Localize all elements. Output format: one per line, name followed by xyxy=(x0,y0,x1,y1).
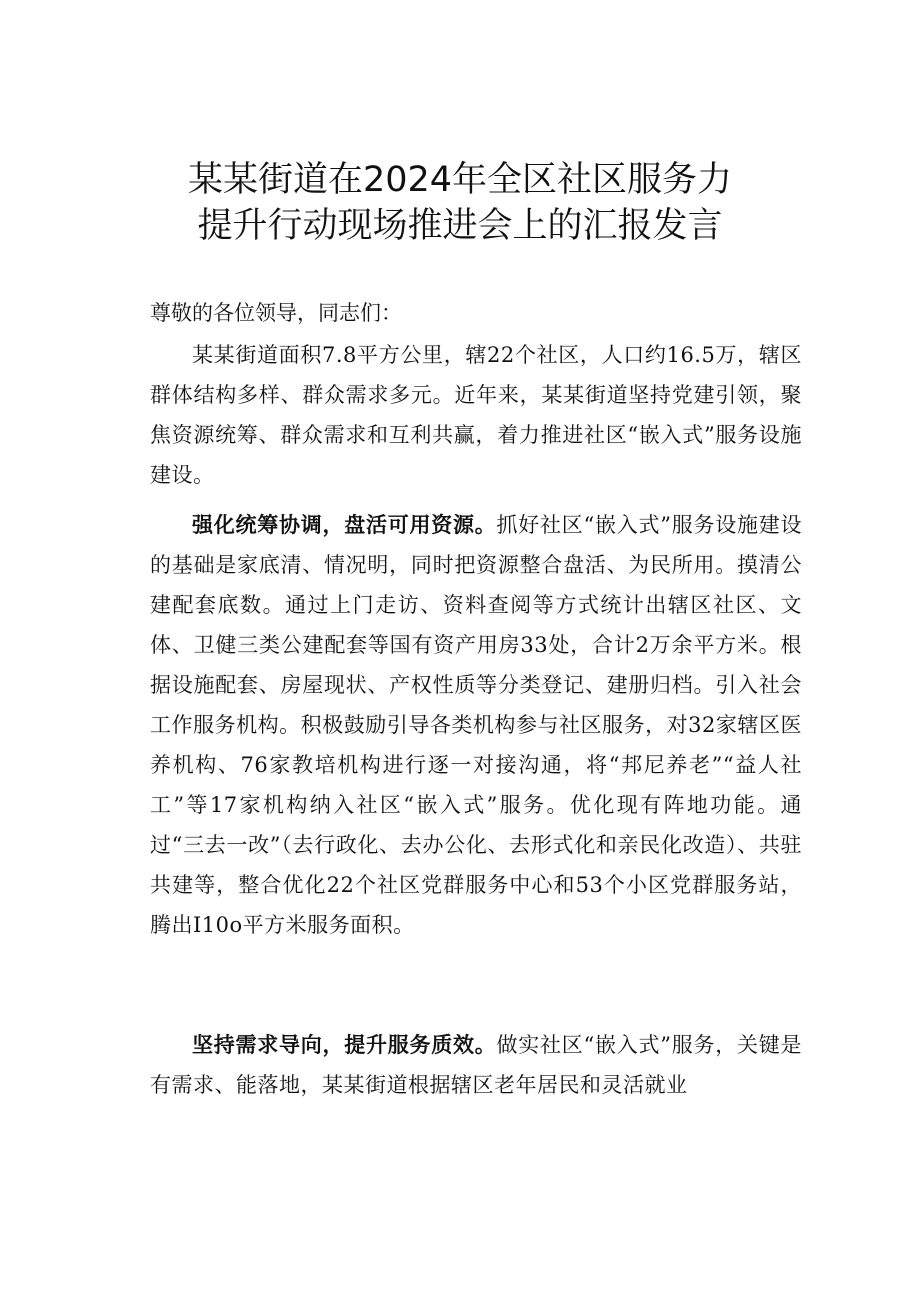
paragraph-intro xyxy=(150,335,802,495)
document-title xyxy=(120,157,800,249)
paragraph-lead-heading: 强化统筹协调，盘活可用资源。 xyxy=(192,513,497,537)
paragraph-demand xyxy=(150,1025,802,1105)
paragraph-lead-heading: 坚持需求导向，提升服务质效。 xyxy=(192,1033,497,1057)
paragraph-text: 做实社区“嵌入式”服务，关键是有需求、能落地，某某街道根据辖区老年居民和灵活就业 xyxy=(150,1033,802,1097)
paragraph-text: 某某街道面积7.8平方公里，辖22个社区，人口约16.5万，辖区群体结构多样、群众需求多元。近年来，某某街道坚持党建引领，聚焦资源统筹、群众需求和互利共赢，着力推进社区“嵌入式”服务设施建设。 xyxy=(150,343,802,487)
salutation: 尊敬的各位领导，同志们： xyxy=(150,301,402,325)
title-line-2: 提升行动现场推进会上的汇报发言 xyxy=(197,206,723,246)
title-line-1: 某某街道在2024年全区社区服务力 xyxy=(187,160,733,200)
paragraph-resources xyxy=(150,505,802,945)
paragraph-text: 抓好社区“嵌入式”服务设施建设的基础是家底清、情况明，同时把资源整合盘活、为民所用。摸清公建配套底数。通过上门走访、资料查阅等方式统计出辖区社区、文体、卫健三类公建配套等国有资产用房33处，合计2万余平方米。根据设施配套、房屋现状、产权性质等分类登记、建册归档。引入社会工作服务机构。积极鼓励引导各类机构参与社区服务，对32家辖区医养机构、76家教培机构进行逐一对接沟通，将“邦尼养老”“益人社工”等17家机构纳入社区“嵌入式”服务。优化现有阵地功能。通过“三去一改”（去行政化、去办公化、去形式化和亲民化改造）、共驻共建等，整合优化22个社区党群服务中心和53个小区党群服务站，腾出I10o平方米服务面积。 xyxy=(150,513,802,937)
